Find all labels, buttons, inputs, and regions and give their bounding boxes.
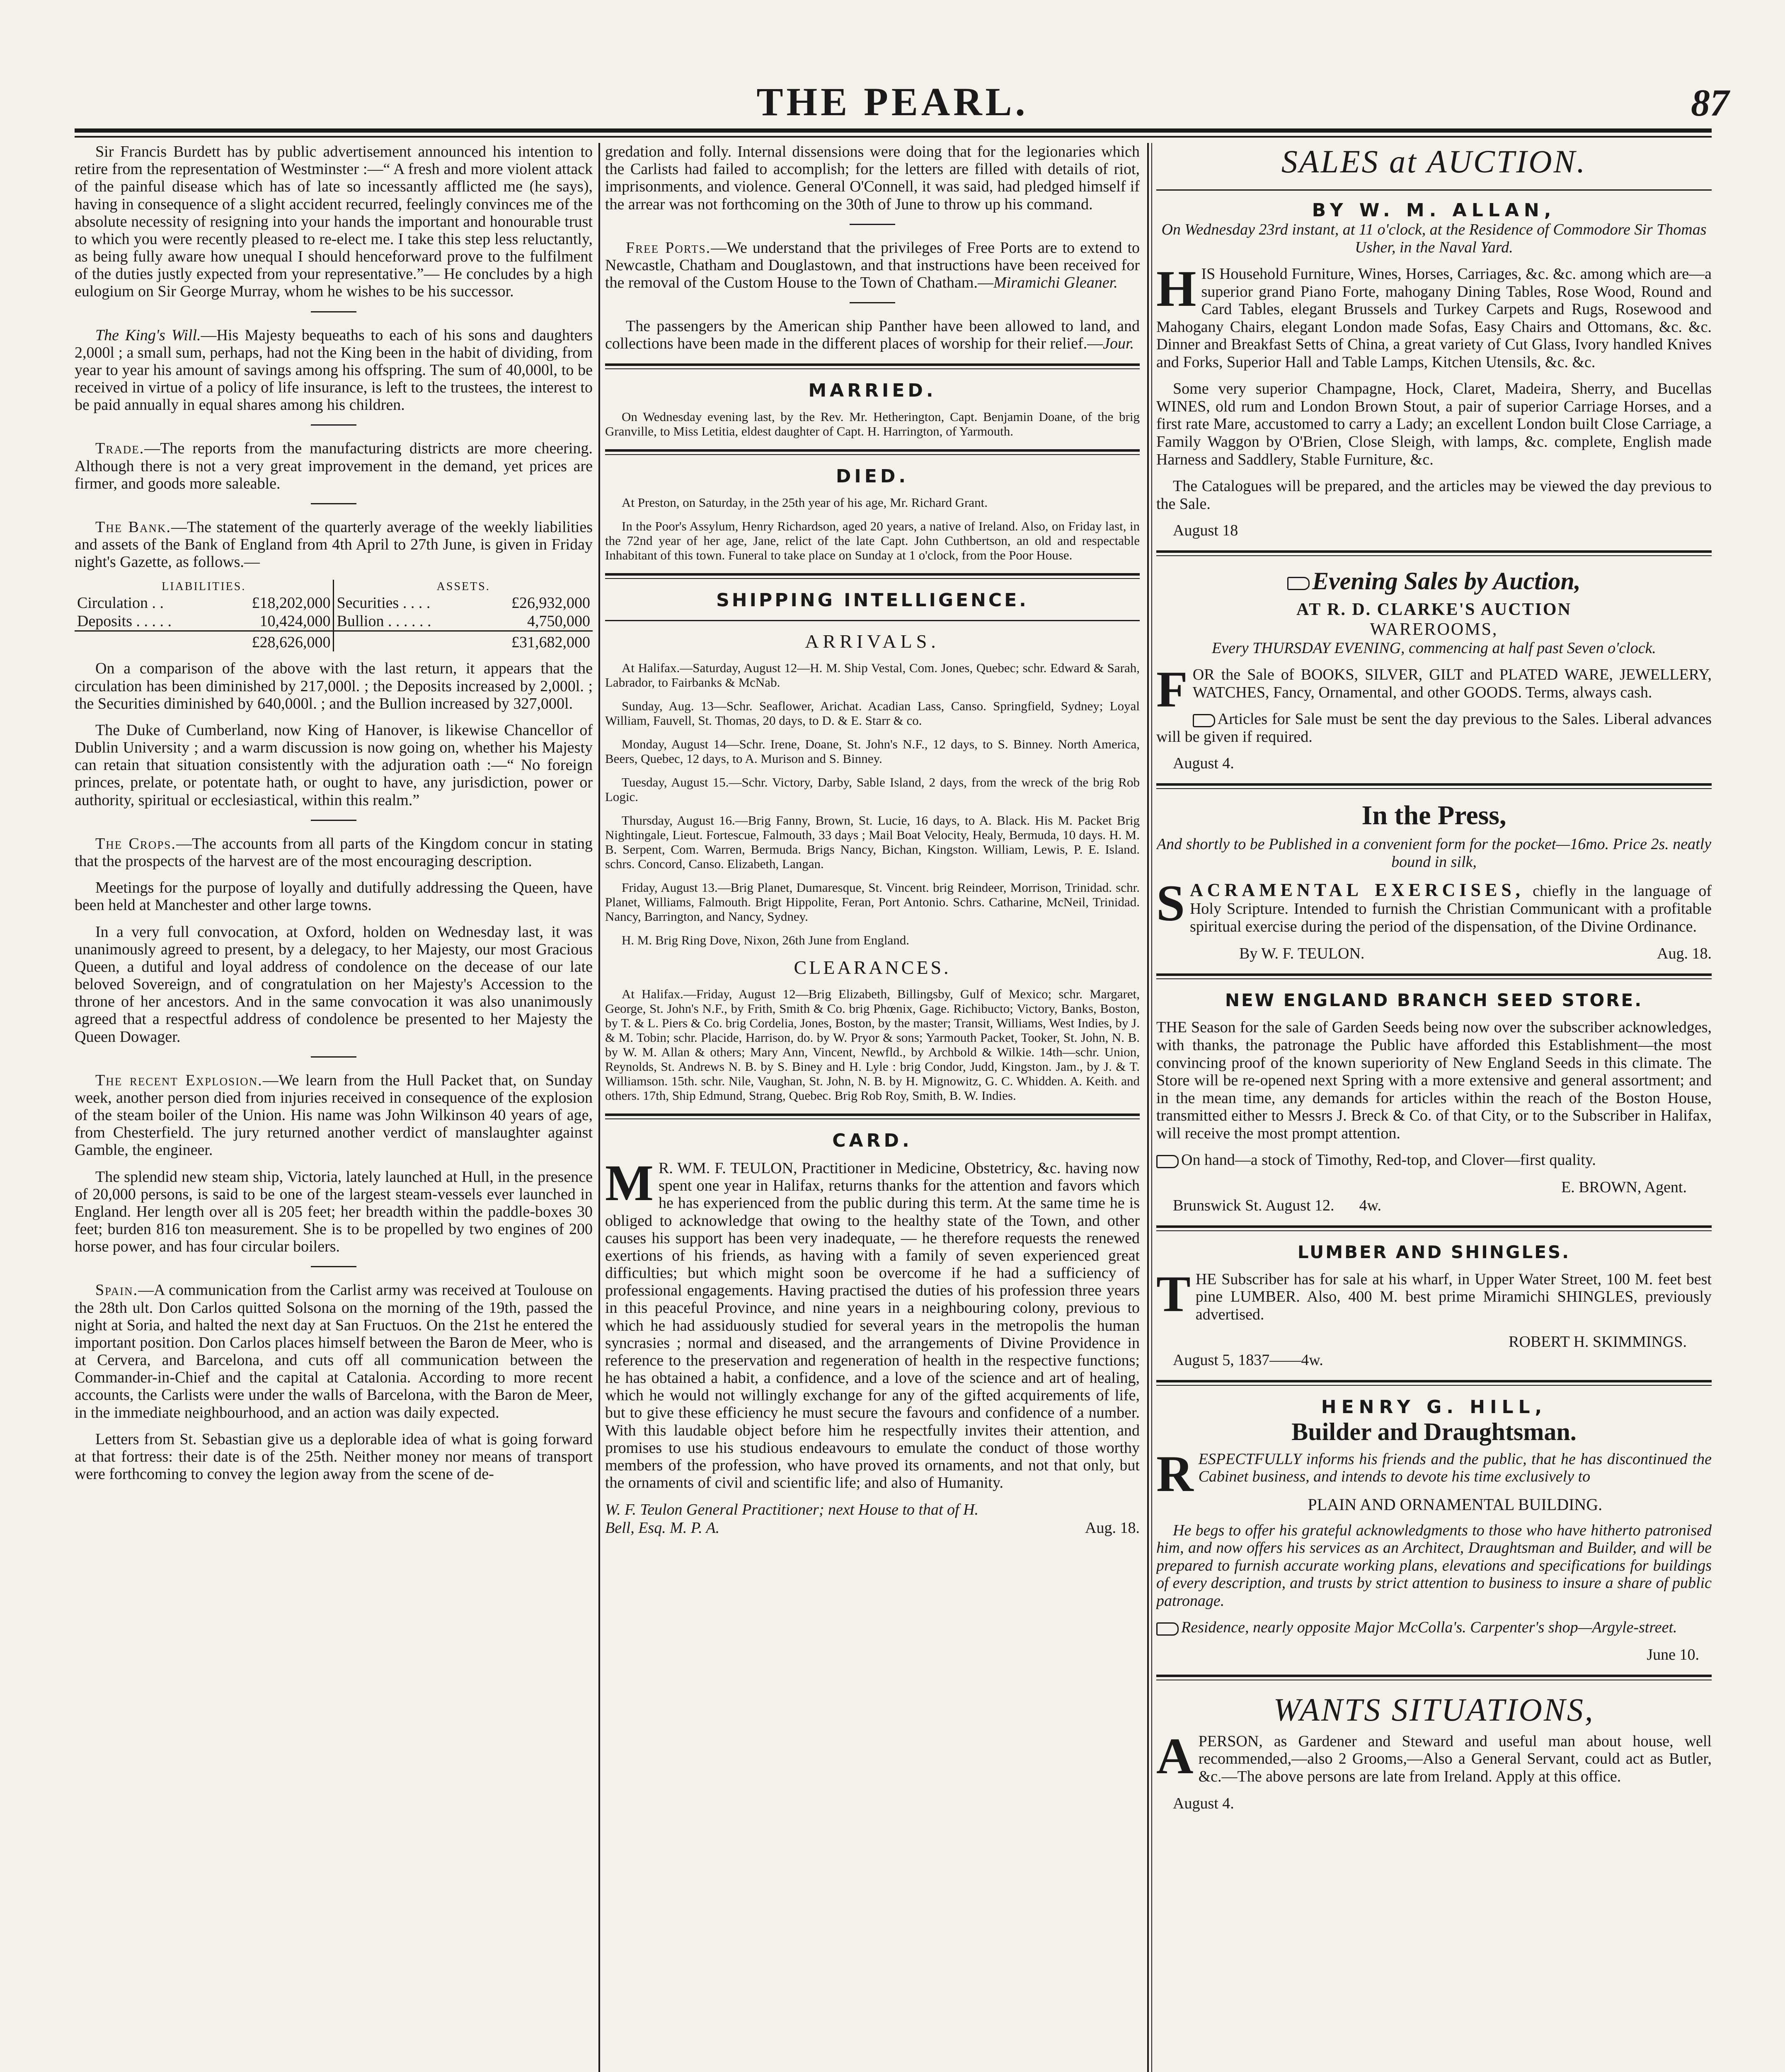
auction-body-2: Some very superior Champagne, Hock, Claret, Madeira, Sherry, and Bucellas WINES, old rum and London Brown Stout, a pair of superior Carriage Horses, and a first rate Mare, accustomed to carry a Lady; an excellent London built Close Carriage, a Family Waggon by O'Brien, Close Sleigh, with lamps, &c. complete, English made Harness and Saddlery, Stable Furniture, &c. [1156,380,1712,468]
short-rule [850,224,895,225]
section-heading-shipping: SHIPPING INTELLIGENCE. [716,589,1029,611]
arrival-entry: Sunday, Aug. 13—Schr. Seaflower, Arichat. Acadian Lass, Canso. Springfield, Sydney; Loyal William, Fauvell, St. Thomas, 20 days, to D. & E. Starr & co. [605,698,1140,728]
table-row [75,594,593,612]
builder-name: HENRY G. HILL, [1321,1396,1547,1418]
table-cell: £31,682,000 [475,631,593,652]
evening-sales-note [1156,710,1712,746]
drop-cap: T [1156,1265,1191,1322]
card-notice [605,1155,1140,1492]
double-rule [605,449,1140,455]
drop-cap: M [605,1155,654,1212]
article-cumberland: The Duke of Cumberland, now King of Hanover, is likewise Chancellor of Dublin University ; and a warm discussion is now going on, whether his Majesty can retain that situation consistently with the adjuration oath :—“ No foreign princes, prelate, or potentate hath, or ought to have, any jurisdiction, power or authority, spiritual or ecclesiastical, within this realm.” [75,721,593,809]
auction-body-3: The Catalogues will be prepared, and the articles may be viewed the day previous to the Sale. [1156,477,1712,513]
auction-when: On Wednesday 23rd instant, at 11 o'clock, at the Residence of Commodore Sir Thomas Usher, in the Naval Yard. [1161,221,1707,256]
short-rule [311,424,356,426]
article-head: The Bank. [95,518,171,536]
evening-sales-when: Every THURSDAY EVENING, commencing at half past Seven o'clock. [1212,639,1656,657]
article-head: The recent Explosion. [95,1071,263,1089]
column-divider [598,143,600,2072]
drop-cap: S [1156,875,1185,932]
seed-store-note [1156,1151,1712,1169]
seed-store-frequency: 4w. [1359,1196,1382,1214]
wants-body [1156,1727,1712,1786]
died-notice: At Preston, on Saturday, in the 25th year of his age, Mr. Richard Grant. [622,495,988,510]
card-date: Aug. 18. [1085,1519,1140,1537]
evening-sales-title: Evening Sales by Auction, [1312,567,1581,595]
seed-store-address-row [1156,1196,1712,1215]
arrival-entry: At Halifax.—Saturday, August 12—H. M. Ship Vestal, Com. Jones, Quebec; schr. Edward & Sarah, Labrador, to Fairbanks & McNab. [605,660,1140,690]
article-source: Miramichi Gleaner. [993,274,1118,292]
short-rule [311,1056,356,1058]
double-rule [1156,1225,1712,1231]
header-rule-thick [75,128,1712,133]
arrival-entry: Friday, August 13.—Brig Planet, Dumaresque, St. Vincent. brig Reindeer, Morrison, Trinidad. schr. Planet, Williams, Falmouth. Brigt Hippolite, Feran, Port Antonio. Schrs. Catharine, McNeil, Trinidad. Nancy, Barrington, and Nancy, Sydney. [605,880,1140,924]
arrival-entry: Monday, August 14—Schr. Irene, Doane, St. John's N.F., 12 days, to S. Binney. North America, Beers, Quebec, 12 days, to A. Murison and S. Binney. [605,736,1140,766]
press-author: By W. F. TEULON. [1239,945,1365,963]
table-cell: Securities . . . . [337,594,431,612]
lumber-heading: LUMBER AND SHINGLES. [1297,1242,1571,1262]
article-body: The passengers by the American ship Panther have been allowed to land, and collections have been made in the different places of worship for their relief.— [605,317,1140,353]
double-rule [605,363,1140,369]
drop-cap: F [1156,661,1188,718]
column-3 [1156,143,1712,2072]
table-cell: £18,202,000 [215,594,334,612]
table-cell: Circulation . . [77,594,164,612]
press-body [1156,875,1712,935]
lumber-body [1156,1265,1712,1324]
rule [1156,189,1712,191]
double-rule [1156,1380,1712,1386]
article-body: —We learn from the Hull Packet that, on Sunday week, another person died from injuries received in consequence of the explosion of the steam boiler of the Union. His name was John Wilkinson 40 years of age, from Chesterfield. The jury returned another verdict of manslaughter against Gamble, the engineer. [75,1071,593,1159]
auctioneer-name: BY W. M. ALLAN, [1312,200,1556,221]
seed-store-heading: NEW ENGLAND BRANCH SEED STORE. [1225,990,1643,1011]
clearance-entry: At Halifax.—Friday, August 12—Brig Elizabeth, Billingsby, Gulf of Mexico; schr. Margaret, George, St. John's N.F., by Frith, Smith & Co. brig Phœnix, Gage. Richibucto; Victory, Banks, Boston, by T. & L. Piers & Co. brig Cordelia, Jones, Boston, by the master; Transit, Williams, West Indies, by J. & M. Tobin; schr. Placide, Harrison, do. by W. Pryor & sons; Yarmouth Packet, Tooker, St. John, N. B. by W. M. Allan & others; Mary Ann, Vincent, Newfld., by Archbold & Wilkie. 14th—schr. Union, Reynolds, St. Andrews N. B. by S. Biney and H. Lyle : brig Condor, Judd, Kingston. Jam., by J. & T. Williamson. 15th. schr. Nile, Vaughan, St. John, N. B. by H. Mignowitz, G. C. Whidden. A. Keith. and others. 17th, Ship Edmund, Strang, Quebec. Brig Rob Roy, Smith, B. W. Indies. [605,986,1140,1103]
card-body: R. WM. F. TEULON, Practitioner in Medicine, Obstetricy, &c. having now spent one year in Halifax, returns thanks for the attention and favors which he has experienced from the public during this term. At the same time he is obliged to acknowledge that owing to the healthy state of the Town, and other causes his support has been very inadequate, — he therefore requests the renewed exertions of his friends, as having with a family of seven experienced great difficulties; but which might soon be overcome if he had a sufficiency of professional engagements. Having practised the duties of his profession three years in this peaceful Province, and nine years in a neighbouring colony, previous to which he had assiduously studied for several years in the metropolis the human syncrasies ; normal and diseased, and the arrangements of Divine Providence in reference to the preservation and regeneration of health in the respective functions; he has obtained a habit, a confidence, and a love of the science and art of healing, which he would not willingly exchange for any of the gifted acquirements of life, but to give these efficiency he must secure the favours and confidence of a number. With this laudable object before him he respectfully invites their attention, and promises to use his studious endeavours to emulate the conduct of those worthy members of the profession, who have proved its ornaments, and not that only, but the ornaments of civil and scientific life; and also of Humanity. [605,1159,1140,1492]
column-divider [1151,143,1152,2072]
arrival-entry: Thursday, August 16.—Brig Fanny, Brown, St. Lucie, 16 days, to A. Black. His M. Packet Brig Nightingale, Lieut. Fortescue, Falmouth, 33 days ; Mail Boat Velocity, Healy, Bermuda, 10 days. H. M. B. Serpent, Com. Warren, Bermuda. Brigs Nancy, Bichan, Kingston. William, Lewis, P. E. Island. schrs. Concord, Canso. Elizabeth, Langan. [605,813,1140,871]
article-sebastian: Letters from St. Sebastian give us a deplorable idea of what is going forward at that fortress: their date is of the 25th. Neither money nor means of transport were forthcoming to convey the legion away from the scene of de- [75,1430,593,1483]
card-signature-row [605,1501,1140,1537]
table-cell: Deposits . . . . . [77,612,172,630]
short-rule [311,1266,356,1267]
table-cell: £26,932,000 [511,594,590,612]
auction-lot-list [1156,260,1712,371]
article-victoria: The splendid new steam ship, Victoria, lately launched at Hull, in the presence of 20,000 persons, is said to be one of the largest steam-vessels ever launched in England. Her length over all is 205 feet; her breadth within the paddle-boxes 30 feet; burden 816 ton measurement. She is to be propelled by two engines of 200 horse power, and has four circular boilers. [75,1168,593,1256]
article-comparison: On a comparison of the above with the last return, it appears that the circulation has been diminished by 217,000l. ; the Deposits increased by 2,000l. ; the Securities diminished by 640,000l. ; and the Bullion increased by 327,000l. [75,660,593,712]
pointing-hand-icon [1156,1622,1179,1636]
article-body: —The accounts from all parts of the Kingdom concur in stating that the prospects of the harvest are of the most encouraging description. [75,835,593,870]
article-panther [605,317,1140,352]
section-heading-married: MARRIED. [808,380,937,401]
column-divider [1147,143,1149,2072]
auction-heading: SALES at AUCTION. [1281,143,1587,179]
header-rule-thin [75,136,1712,138]
double-rule [1156,973,1712,979]
card-signature: W. F. Teulon General Practitioner; next House to that of H. Bell, Esq. M. P. A. [605,1501,979,1537]
article-body: —His Majesty bequeaths to each of his sons and daughters 2,000l ; a small sum, perhaps, had not the King been in the habit of dividing, from year to year his amount of savings among his offspring. The sum of 40,000l, to be received in virtue of a policy of life insurance, is left to the trustees, the interest to be paid annually in equal shares among his children. [75,326,593,414]
wants-heading: WANTS SITUATIONS, [1273,1691,1595,1728]
table-cell: £28,626,000 [215,631,334,652]
table-cell: 10,424,000 [215,612,334,631]
auction-body: IS Household Furniture, Wines, Horses, Carriages, &c. &c. among which are—a superior grand Piano Forte, mahogany Dining Tables, Rose Wood, Round and Card Tables, elegant Brussels and Turkey Carpets and Rugs, Rosewood and Mahogany Chairs, elegant London made Sofas, Easy Chairs and Ottomans, &c. &c. Dinner and Breakfast Setts of China, a great variety of Cut Glass, Ivory handled Knives and Forks, Superior Hall and Table Lamps, Kitchen Utensils, &c. &c. [1156,265,1712,371]
drop-cap: H [1156,260,1196,317]
builder-heading: Builder and Draughtsman. [1291,1418,1577,1445]
seed-store-body: THE Season for the sale of Garden Seeds being now over the subscriber acknowledges, with thanks, the patronage the Public have afforded this Establishment—the most convincing proof of the known superiority of New England Seeds in this climate. The Store will be re-opened next Spring with a more extensive and general assortment; and in the mean time, any demands for articles within the reach of the Boston House, transmitted either to Messrs J. Breck & Co. of that City, or to the Subscriber in Halifax, will receive the most prompt attention. [1156,1019,1712,1142]
lumber-date: August 5, 1837——4w. [1173,1351,1323,1369]
seed-store-note-text: On hand—a stock of Timothy, Red-top, and Clover—first quality. [1181,1151,1596,1169]
article-explosion [75,1072,593,1159]
evening-sales-text: OR the Sale of BOOKS, SILVER, GILT and PLATED WARE, JEWELLERY, WATCHES, Fancy, Ornamental, and other GOODS. Terms, always cash. [1192,666,1712,701]
article-body: —The reports from the manufacturing districts are more cheering. Although there is not a very great improvement in the demand, yet prices are firmer, and goods more saleable. [75,440,593,492]
auction-rooms-line: AT R. D. CLARKE'S AUCTION [1296,600,1572,619]
article-trade [75,440,593,492]
press-heading: In the Press, [1361,800,1506,831]
column-2 [605,143,1140,2072]
table-header: ASSETS. [436,580,490,593]
press-text: chiefly in the language of Holy Scripture. Intended to furnish the Christian Communicant with a profitable spiritual exercise during the period of the dispensation, of the Divine Ordinance. [1189,882,1712,935]
seed-store-signature: E. BROWN, Agent. [1561,1178,1687,1196]
pointing-hand-icon [1287,577,1310,590]
died-notice: In the Poor's Assylum, Henry Richardson, aged 20 years, a native of Ireland. Also, on Friday last, in the 72nd year of her age, Jane, relict of the late Capt. John Cuthbertson, an old and respectable Inhabitant of this town. Funeral to take place on Sunday at 1 o'clock, from the Poor House. [605,518,1140,562]
article-bank [75,518,593,571]
table-row [75,612,593,631]
article-spain [75,1281,593,1421]
arrival-entry: H. M. Brig Ring Dove, Nixon, 26th June from England. [622,932,910,947]
article-head: The King's Will. [95,326,201,344]
table-row-total [75,631,593,652]
evening-sales-body [1156,661,1712,718]
section-heading-died: DIED. [836,465,909,487]
bank-statement-table [75,580,593,651]
builder-note [1156,1619,1712,1636]
builder-body-2: He begs to offer his grateful acknowledgments to those who have hitherto patronised him, and now offers his services as an Architect, Draughtsman and Builder, and will be prepared to furnish accurate working plans, elevations and specifications for buildings of every description, and trusts by strict attention to business to insure a share of public patronage. [1156,1521,1712,1610]
double-rule [1156,1675,1712,1680]
builder-body [1156,1445,1712,1502]
builder-note-text: Residence, nearly opposite Major McColla's. Carpenter's shop—Argyle-street. [1181,1619,1677,1636]
double-rule [1156,550,1712,556]
page-title: THE PEARL. [756,80,1029,124]
article-body: —We understand that the privileges of Free Ports are to extend to Newcastle, Chatham and Douglastown, and that instructions have been received for the removal of the Custom House to the Town of Chatham.— [605,239,1140,292]
article-body: —A communication from the Carlist army was received at Toulouse on the 28th ult. Don Carlos quitted Solsona on the morning of the 19th, passed the night at Soria, and halted the next day at San Fructuos. On the 21st he entered the important position. Don Carlos places himself between the Baron de Meer, who is at Cervera, and Barcelona, and cuts off all communication between the Commander-in-Chief and the capital at Catalonia. According to more recent accounts, the Carlists were under the walls of Barcelona, with the Baron de Meer, in the immediate neighbourhood, and an action was daily expected. [75,1281,593,1421]
arrival-entry: Tuesday, August 15.—Schr. Victory, Darby, Sable Island, 2 days, from the wreck of the brig Rob Logic. [605,775,1140,804]
double-rule [605,1113,1140,1119]
article-head: Free Ports. [626,239,711,257]
evening-sales-date: August 4. [1173,755,1234,772]
drop-cap: R [1156,1445,1194,1502]
article-head: The Crops. [95,835,176,852]
article-meetings: Meetings for the purpose of loyally and dutifully addressing the Queen, have been held at Manchester and other large towns. [75,879,593,914]
press-book-title: ACRAMENTAL EXERCISES, [1189,880,1524,900]
article-oxford: In a very full convocation, at Oxford, holden on Wednesday last, it was unanimously agreed to present, by a delegacy, to her Majesty, our most Gracious Queen, a dutiful and loyal address of condolence on the decease of our late beloved Sovereign, and of congratulation on her Majesty's Accession to the throne of her ancestors. And in the same convocation it was also unanimously agreed that a respectful address of condolence be presented to her Majesty the Queen Dowager. [75,923,593,1046]
press-subtitle: And shortly to be Published in a convenient form for the pocket—16mo. Price 2s. neatly bound in silk, [1156,835,1712,871]
seed-store-address: Brunswick St. August 12. [1173,1196,1335,1214]
table-header: LIABILITIES. [75,580,334,594]
page-number: 87 [1691,82,1729,124]
builder-date: June 10. [1647,1646,1699,1663]
press-date: Aug. 18. [1657,945,1712,963]
evening-sales-heading [1156,567,1712,595]
pointing-hand-icon [1156,1155,1179,1168]
double-rule [1156,783,1712,789]
article-continued: gredation and folly. Internal dissensions were doing that for the legionaries which the Carlists had failed to accomplish; for the letters are filled with details of riot, imprisonments, and violence. General O'Connell, it was said, had pledged himself if the arrear was not forthcoming on the 30th of June to throw up his command. [605,143,1140,213]
lumber-text: HE Subscriber has for sale at his wharf, in Upper Water Street, 100 M. feet best pine LUMBER. Also, 400 M. best prime Miramichi SHINGLES, previously advertised. [1195,1270,1712,1323]
drop-cap: A [1156,1727,1194,1784]
wants-text: PERSON, as Gardener and Steward and useful man about house, well recommended,—also 2 Grooms,—Also a General Servant, could act as Butler, &c.—The above persons are late from Ireland. Apply at this office. [1198,1732,1712,1785]
article-source: Jour. [1103,335,1134,353]
article-body: —The statement of the quarterly average of the weekly liabilities and assets of the Bank of England from 4th April to 27th June, is given in Friday night's Gazette, as follows.— [75,518,593,571]
article-head: Spain. [95,1281,138,1299]
rule [605,620,1140,621]
press-signature-row [1156,944,1712,963]
article-head: Trade. [95,440,145,457]
evening-sales-note-text: Articles for Sale must be sent the day previous to the Sales. Liberal advances will be given if required. [1156,710,1712,746]
double-rule [605,573,1140,579]
article-crops [75,835,593,870]
short-rule [311,311,356,312]
section-heading-card: CARD. [832,1130,913,1152]
wants-date: August 4. [1173,1794,1234,1812]
builder-text: ESPECTFULLY informs his friends and the public, that he has discontinued the Cabinet business, and intends to devote his time exclusively to [1198,1450,1712,1486]
article-kings-will [75,327,593,414]
auction-rooms-line: WAREROOMS, [1370,620,1498,639]
table-cell: 4,750,000 [527,612,590,630]
article-free-ports [605,239,1140,292]
lumber-signature: ROBERT H. SKIMMINGS. [1509,1333,1687,1351]
column-1 [75,143,593,2072]
builder-service-line: PLAIN AND ORNAMENTAL BUILDING. [1308,1495,1603,1514]
subheading-arrivals: ARRIVALS. [805,630,940,652]
article-burdett: Sir Francis Burdett has by public advertisement announced his intention to retire from the representation of Westminster :—“ A fresh and more violent attack of the painful disease which has of late so incessantly afflicted me (he says), having in consequence of a slight accident recurred, feelingly convinces me of the absolute necessity of resigning into your hands the important and honourable trust to which you were recently pleased to re-elect me. I take this step less reluctantly, as being fully aware how unequal I should henceforward prove to the fulfilment of the duties justly expected from your representative.”— He concludes by a high eulogium on Sir George Murray, whom he wishes to be his successor. [75,143,593,300]
short-rule [850,302,895,303]
table-cell: Bullion . . . . . . [337,612,431,630]
subheading-clearances: CLEARANCES. [794,956,951,978]
married-notice: On Wednesday evening last, by the Rev. Mr. Hetherington, Capt. Benjamin Doane, of the brig Granville, to Miss Letitia, eldest daughter of Capt. H. Harrington, of Yarmouth. [605,409,1140,438]
auction-date: August 18 [1173,522,1238,540]
short-rule [311,820,356,821]
pointing-hand-icon [1193,714,1215,727]
short-rule [311,503,356,504]
